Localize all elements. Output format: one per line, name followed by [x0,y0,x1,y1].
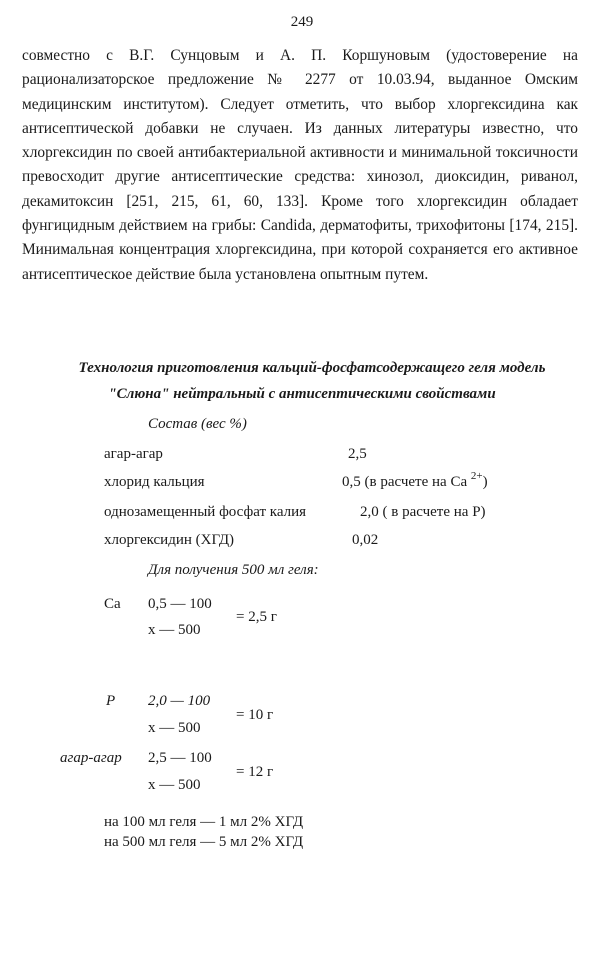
composition-name: однозамещенный фосфат калия [104,504,307,520]
section-heading-line1: Технология приготовления кальций-фосфатсодержащего геля модель [78,360,546,376]
calc-line: 2,0 — 100 [148,693,211,709]
calc-label: агар-агар [60,750,122,766]
calc-line: 2,5 — 100 [148,750,212,766]
calc-label: Са [104,596,121,612]
calc-result: = 10 г [236,707,274,723]
composition-name: хлоргексидин (ХГД) [104,532,235,548]
calc-line: х — 500 [148,777,201,793]
preparation-title: Для получения 500 мл геля: [148,562,319,578]
composition-value: 2,5 [348,446,367,462]
superscript-charge: 2+ [470,470,483,482]
note-line: на 100 мл геля — 1 мл 2% ХГД [104,814,304,830]
composition-name: хлорид кальция [104,474,205,490]
note-line: на 500 мл геля — 5 мл 2% ХГД [104,834,304,850]
composition-name: агар-агар [104,446,163,462]
calc-line: 0,5 — 100 [148,596,212,612]
calc-line: х — 500 [148,622,201,638]
calc-label: Р [106,693,116,709]
section-heading-line2: "Слюна" нейтральный с антисептическими свойствами [108,386,496,402]
composition-value: 0,5 (в расчете на Са $^{2+}$) [342,470,488,490]
calc-line: х — 500 [148,720,201,736]
calc-result: = 12 г [236,764,274,780]
body-paragraph: совместно с В.Г. Сунцовым и А. П. Коршуновым (удостоверение на рационализаторское предложение № 2277 от 10.03.94, выданное Омским медицинским институтом). Следует отметить, что выбор хлоргексидина как антисептической добавки не случаен. Из данных литературы известно, что хлоргексидин по своей антибактериальной активности и минимальной токсичности превосходит другие антисептические средства: хинозол, диоксидин, риванол, декамитоксин [251, 215, 61, 60, 133]. Кроме того хлоргексидин обладает фунгицидным действием на грибы: Candida, дерматофиты, трихофитоны [174, 215]. Минимальная концентрация хлоргексидина, при которой сохраняется его активное антисептическое действие была установлена опытным путем. [22,47,578,283]
composition-value: 0,02 [352,532,379,548]
calc-result: = 2,5 г [236,609,277,625]
page-number: 249 [290,14,314,30]
composition-value: 2,0 ( в расчете на Р) [360,504,486,520]
composition-title: Состав (вес %) [148,416,247,432]
